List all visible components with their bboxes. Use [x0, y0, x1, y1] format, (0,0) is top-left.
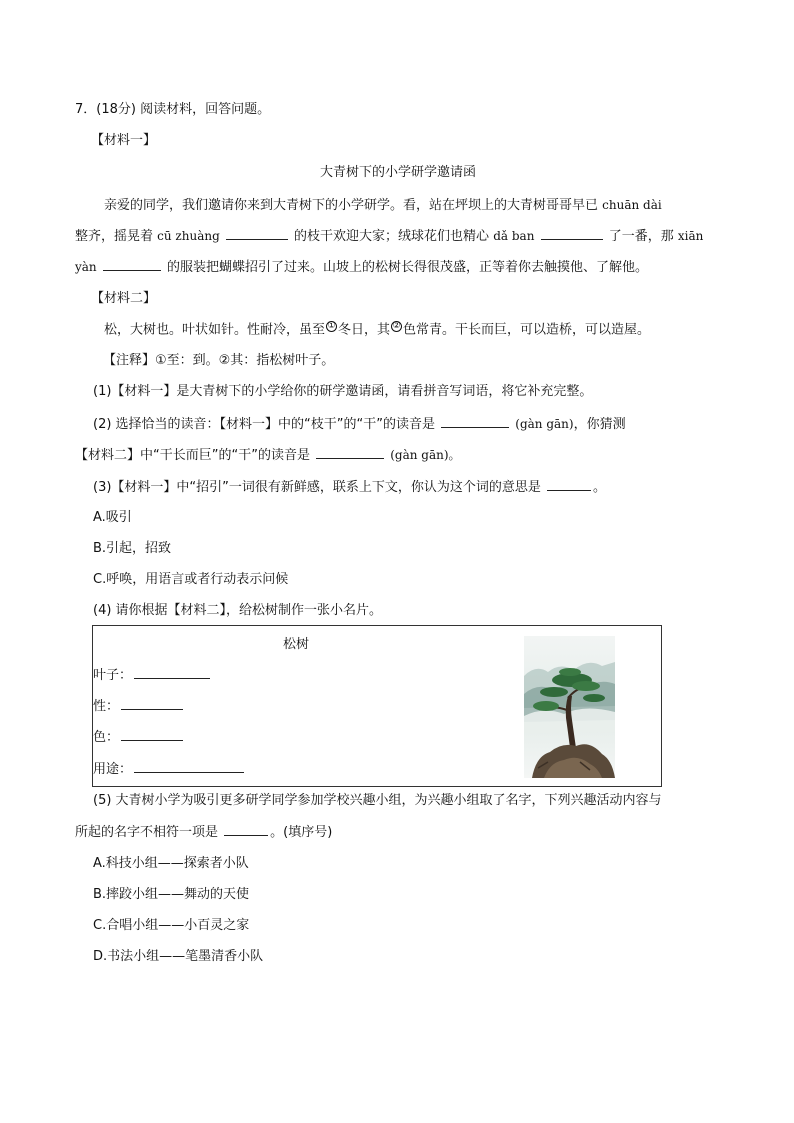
- card-title: 松树: [283, 637, 310, 652]
- q3-option-a[interactable]: A.吸引: [93, 510, 132, 525]
- answer-blank[interactable]: [441, 415, 509, 428]
- letter-line-1: [104, 196, 662, 215]
- answer-blank[interactable]: [121, 728, 183, 741]
- answer-blank[interactable]: [103, 258, 161, 271]
- question-2-line-1: [93, 415, 626, 434]
- question-text: (3)【材料一】中“招引”一词很有新鲜感，联系上下文，你认为这个词的意思是: [93, 480, 541, 495]
- answer-blank[interactable]: [541, 227, 603, 240]
- q5-option-a[interactable]: A.科技小组——探索者小队: [93, 856, 249, 871]
- answer-blank[interactable]: [134, 666, 210, 679]
- letter-text: 的服装把蝴蝶招引了过来。山坡上的松树长得很茂盛，正等着你去触摸他、了解他。: [166, 260, 648, 275]
- question-text: 。: [593, 480, 607, 495]
- material-one-title: 【材料一】: [91, 133, 157, 148]
- card-row-usage: [93, 760, 246, 779]
- question-4: (4) 请你根据【材料二】，给松树制作一张小名片。: [93, 603, 383, 618]
- pinyin-prompt: xiān: [677, 229, 704, 243]
- question-7-header: 7．(18分) 阅读材料，回答问题。: [75, 102, 271, 117]
- pinyin-options: (gàn gān): [515, 417, 574, 431]
- classical-text: 松，大树也。叶状如针。性耐冷，虽至: [104, 322, 326, 338]
- card-row-leaves: [93, 666, 212, 685]
- letter-text: 了一番，那: [608, 229, 674, 244]
- card-row-nature: [93, 697, 185, 716]
- question-text: 所起的名字不相符一项是: [75, 825, 219, 840]
- letter-line-3: [75, 258, 648, 277]
- letter-text: 亲爱的同学，我们邀请你来到大青树下的小学研学。看，站在坪坝上的大青树哥哥早已: [104, 198, 599, 213]
- letter-text: 整齐，摇晃着: [75, 229, 154, 244]
- card-row-color: [93, 728, 185, 747]
- letter-text: 的枝干欢迎大家；绒球花们也精心: [294, 229, 490, 244]
- card-label: 用途：: [93, 762, 133, 777]
- letter-title: 大青树下的小学研学邀请函: [320, 165, 477, 180]
- card-label: 叶子：: [93, 668, 133, 683]
- q5-option-d[interactable]: D.书法小组——笔墨清香小队: [93, 949, 264, 964]
- q5-option-c[interactable]: C.合唱小组——小百灵之家: [93, 918, 250, 933]
- question-text: 【材料二】中“干长而巨”的“干”的读音是: [75, 448, 310, 463]
- question-3: [93, 478, 606, 497]
- q3-option-c[interactable]: C.呼唤，用语言或者行动表示问候: [93, 572, 289, 587]
- answer-blank[interactable]: [547, 478, 591, 491]
- question-text: ，你猜测: [573, 417, 626, 432]
- answer-blank[interactable]: [226, 227, 288, 240]
- answer-blank[interactable]: [224, 823, 268, 836]
- question-1: (1)【材料一】是大青树下的小学给你的研学邀请函，请看拼音写词语，将它补充完整。: [93, 384, 593, 399]
- card-label: 色：: [93, 730, 120, 745]
- card-label: 性：: [93, 699, 120, 714]
- pinyin-prompt: chuān dài: [602, 198, 662, 212]
- annotation-note: 【注释】①至：到。②其：指松树叶子。: [103, 353, 335, 368]
- pinyin-prompt: yàn: [75, 260, 97, 274]
- question-2-line-2: [75, 446, 461, 465]
- classical-text: 冬日，其: [338, 322, 391, 338]
- pinyin-options: (gàn gān)。: [390, 448, 461, 462]
- question-text: 。(填序号): [270, 825, 333, 840]
- letter-line-2: [75, 227, 703, 246]
- answer-blank[interactable]: [121, 697, 183, 710]
- q5-option-b[interactable]: B.摔跤小组——舞动的天使: [93, 887, 250, 902]
- pinyin-prompt: dǎ ban: [493, 229, 535, 243]
- question-5-line-2: [75, 823, 332, 842]
- pine-tree-image: [524, 636, 615, 778]
- material-two-title: 【材料二】: [91, 291, 157, 306]
- classical-text: 色常青。干长而巨，可以造桥，可以造屋。: [403, 322, 651, 338]
- answer-blank[interactable]: [316, 446, 384, 459]
- answer-blank[interactable]: [134, 760, 244, 773]
- footnote-marker: ②: [392, 321, 401, 331]
- question-5-line-1: (5) 大青树小学为吸引更多研学同学参加学校兴趣小组，为兴趣小组取了名字，下列兴趣活动内容与: [93, 793, 662, 808]
- pinyin-prompt: cū zhuàng: [157, 229, 220, 243]
- question-text: (2) 选择恰当的读音：【材料一】中的“枝干”的“干”的读音是: [93, 417, 435, 432]
- material-two-text: [104, 321, 650, 339]
- footnote-marker: ①: [327, 321, 336, 331]
- q3-option-b[interactable]: B.引起，招致: [93, 541, 172, 556]
- pine-name-card: [92, 625, 662, 787]
